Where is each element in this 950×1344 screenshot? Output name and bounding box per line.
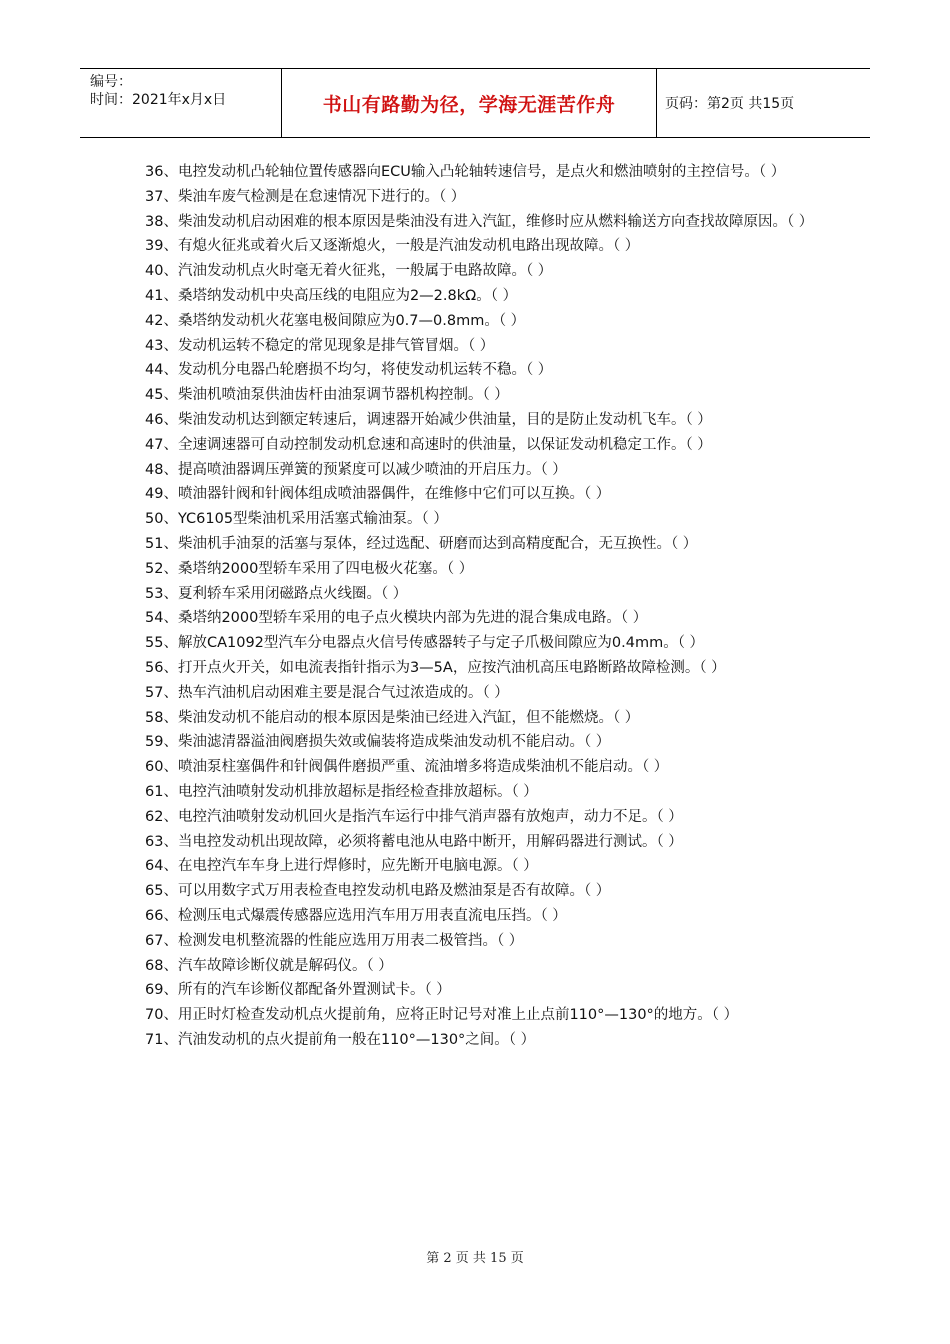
header-meta [80, 69, 282, 137]
question-item: 36、电控发动机凸轮轴位置传感器向ECU输入凸轮轴转速信号，是点火和燃油喷射的主控信号。（ ） [145, 164, 786, 180]
page-footer: 第 2 页 共 15 页 [426, 1251, 524, 1266]
question-item: 42、桑塔纳发动机火花塞电极间隙应为0.7—0.8mm。（ ） [145, 312, 526, 329]
question-item: 50、YC6105型柴油机采用活塞式输油泵。（ ） [145, 511, 448, 528]
header-page-info: 页码：第2页 共15页 [665, 96, 795, 112]
question-item: 39、有熄火征兆或着火后又逐渐熄火，一般是汽油发动机电路出现故障。（ ） [145, 238, 640, 255]
question-item: 62、电控汽油喷射发动机回火是指汽车运行中排气消声器有放炮声，动力不足。（ ） [145, 808, 683, 825]
question-item: 51、柴油机手油泵的活塞与泵体，经过选配、研磨而达到高精度配合，无互换性。（ ） [145, 535, 698, 552]
question-item: 37、柴油车废气检测是在怠速情况下进行的。（ ） [145, 188, 466, 205]
question-item: 64、在电控汽车车身上进行焊修时，应先断开电脑电源。（ ） [145, 858, 538, 875]
question-item: 68、汽车故障诊断仪就是解码仪。（ ） [145, 957, 393, 974]
question-item: 40、汽油发动机点火时毫无着火征兆，一般属于电路故障。（ ） [145, 263, 553, 280]
question-item: 43、发动机运转不稳定的常见现象是排气管冒烟。（ ） [145, 337, 495, 354]
question-item: 52、桑塔纳2000型轿车采用了四电极火花塞。（ ） [145, 560, 474, 577]
question-item: 47、全速调速器可自动控制发动机怠速和高速时的供油量，以保证发动机稳定工作。（ ） [145, 436, 712, 453]
question-item: 69、所有的汽车诊断仪都配备外置测试卡。（ ） [145, 982, 451, 999]
question-item: 61、电控汽油喷射发动机排放超标是指经检查排放超标。（ ） [145, 783, 538, 800]
question-item: 48、提高喷油器调压弹簧的预紧度可以减少喷油的开启压力。（ ） [145, 461, 567, 478]
question-item: 65、可以用数字式万用表检查电控发动机电路及燃油泵是否有故障。（ ） [145, 883, 611, 900]
question-item: 49、喷油器针阀和针阀体组成喷油器偶件，在维修中它们可以互换。（ ） [145, 486, 611, 503]
question-item: 59、柴油滤清器溢油阀磨损失效或偏装将造成柴油发动机不能启动。（ ） [145, 734, 611, 751]
question-item: 63、当电控发动机出现故障，必须将蓄电池从电路中断开，用解码器进行测试。（ ） [145, 833, 683, 850]
question-item: 45、柴油机喷油泵供油齿杆由油泵调节器机构控制。（ ） [145, 387, 509, 404]
question-item: 54、桑塔纳2000型轿车采用的电子点火模块内部为先进的混合集成电路。（ ） [145, 610, 648, 627]
question-item: 57、热车汽油机启动困难主要是混合气过浓造成的。（ ） [145, 684, 509, 701]
question-item: 70、用正时灯检查发动机点火提前角，应将正时记号对准上止点前110°—130°的地方。（ ） [145, 1007, 739, 1024]
question-item: 56、打开点火开关，如电流表指针指示为3—5A，应按汽油机高压电路断路故障检测。（ ） [145, 659, 726, 676]
time-label: 时间：2021年x月x日 [90, 92, 227, 108]
header-motto: 书山有路勤为径，学海无涯苦作舟 [282, 69, 657, 137]
question-item: 60、喷油泵柱塞偶件和针阀偶件磨损严重、流油增多将造成柴油机不能启动。（ ） [145, 759, 669, 776]
question-item: 53、夏利轿车采用闭磁路点火线圈。（ ） [145, 585, 408, 602]
question-list [145, 160, 814, 1053]
question-item: 58、柴油发动机不能启动的根本原因是柴油已经进入汽缸，但不能燃烧。（ ） [145, 709, 640, 726]
question-item: 66、检测压电式爆震传感器应选用汽车用万用表直流电压挡。（ ） [145, 907, 567, 924]
question-item: 38、柴油发动机启动困难的根本原因是柴油没有进入汽缸，维修时应从燃料输送方向查找故障原因。（ ） [145, 213, 814, 230]
question-item: 44、发动机分电器凸轮磨损不均匀，将使发动机运转不稳。（ ） [145, 362, 553, 379]
question-item: 67、检测发电机整流器的性能应选用万用表二极管挡。（ ） [145, 932, 524, 949]
question-item: 55、解放CA1092型汽车分电器点火信号传感器转子与定子爪极间隙应为0.4mm。（ ） [145, 635, 705, 652]
question-item: 71、汽油发动机的点火提前角一般在110°—130°之间。（ ） [145, 1031, 536, 1048]
number-label: 编号： [90, 74, 132, 90]
question-item: 41、桑塔纳发动机中央高压线的电阻应为2—2.8kΩ。（ ） [145, 287, 518, 304]
page-header [80, 68, 870, 138]
question-item: 46、柴油发动机达到额定转速后，调速器开始减少供油量，目的是防止发动机飞车。（ ） [145, 411, 712, 428]
